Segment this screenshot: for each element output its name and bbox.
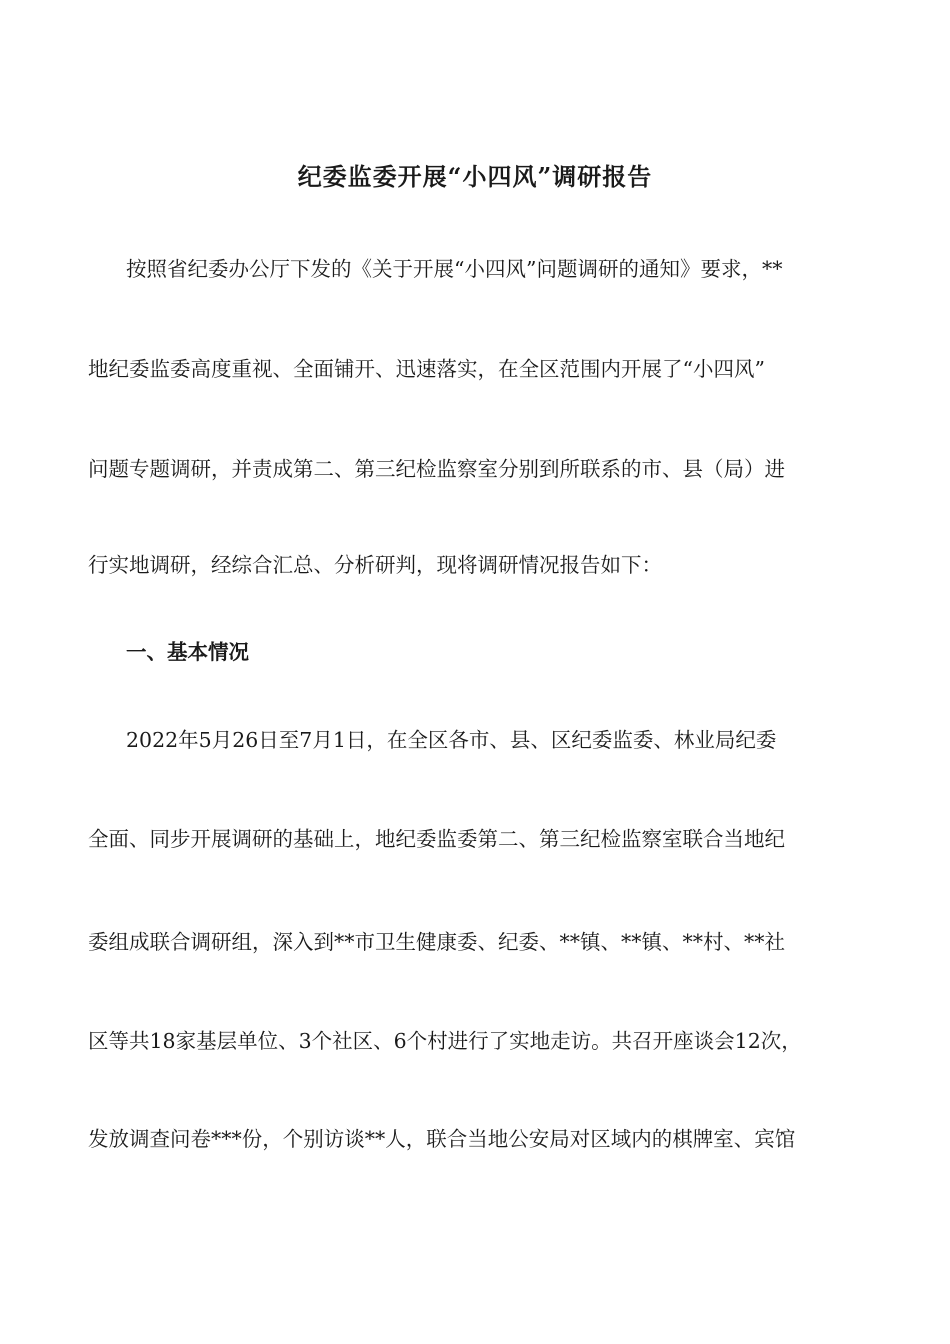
section1-line-2: 全面、同步开展调研的基础上，地纪委监委第二、第三纪检监察室联合当地纪: [88, 827, 785, 851]
intro-line-4: 行实地调研，经综合汇总、分析研判，现将调研情况报告如下：: [88, 553, 662, 577]
document-title: 纪委监委开展“小四风”调研报告: [297, 162, 653, 191]
intro-line-2: 地纪委监委高度重视、全面铺开、迅速落实，在全区范围内开展了“小四风”: [88, 357, 765, 381]
section1-line-5: 发放调查问卷***份，个别访谈**人，联合当地公安局对区域内的棋牌室、宾馆: [88, 1127, 796, 1151]
section1-line-1: 2022年5月26日至7月1日，在全区各市、县、区纪委监委、林业局纪委: [126, 728, 777, 752]
intro-line-3: 问题专题调研，并责成第二、第三纪检监察室分别到所联系的市、县（局）进: [88, 457, 785, 481]
intro-line-1: 按照省纪委办公厅下发的《关于开展“小四风”问题调研的通知》要求，**: [126, 257, 783, 281]
section1-line-3: 委组成联合调研组，深入到**市卫生健康委、纪委、**镇、**镇、**村、**社: [88, 930, 785, 954]
section1-line-4: 区等共18家基层单位、3个社区、6个村进行了实地走访。共召开座谈会12次，: [88, 1029, 802, 1053]
section-heading-basic-situation: 一、基本情况: [126, 640, 249, 664]
